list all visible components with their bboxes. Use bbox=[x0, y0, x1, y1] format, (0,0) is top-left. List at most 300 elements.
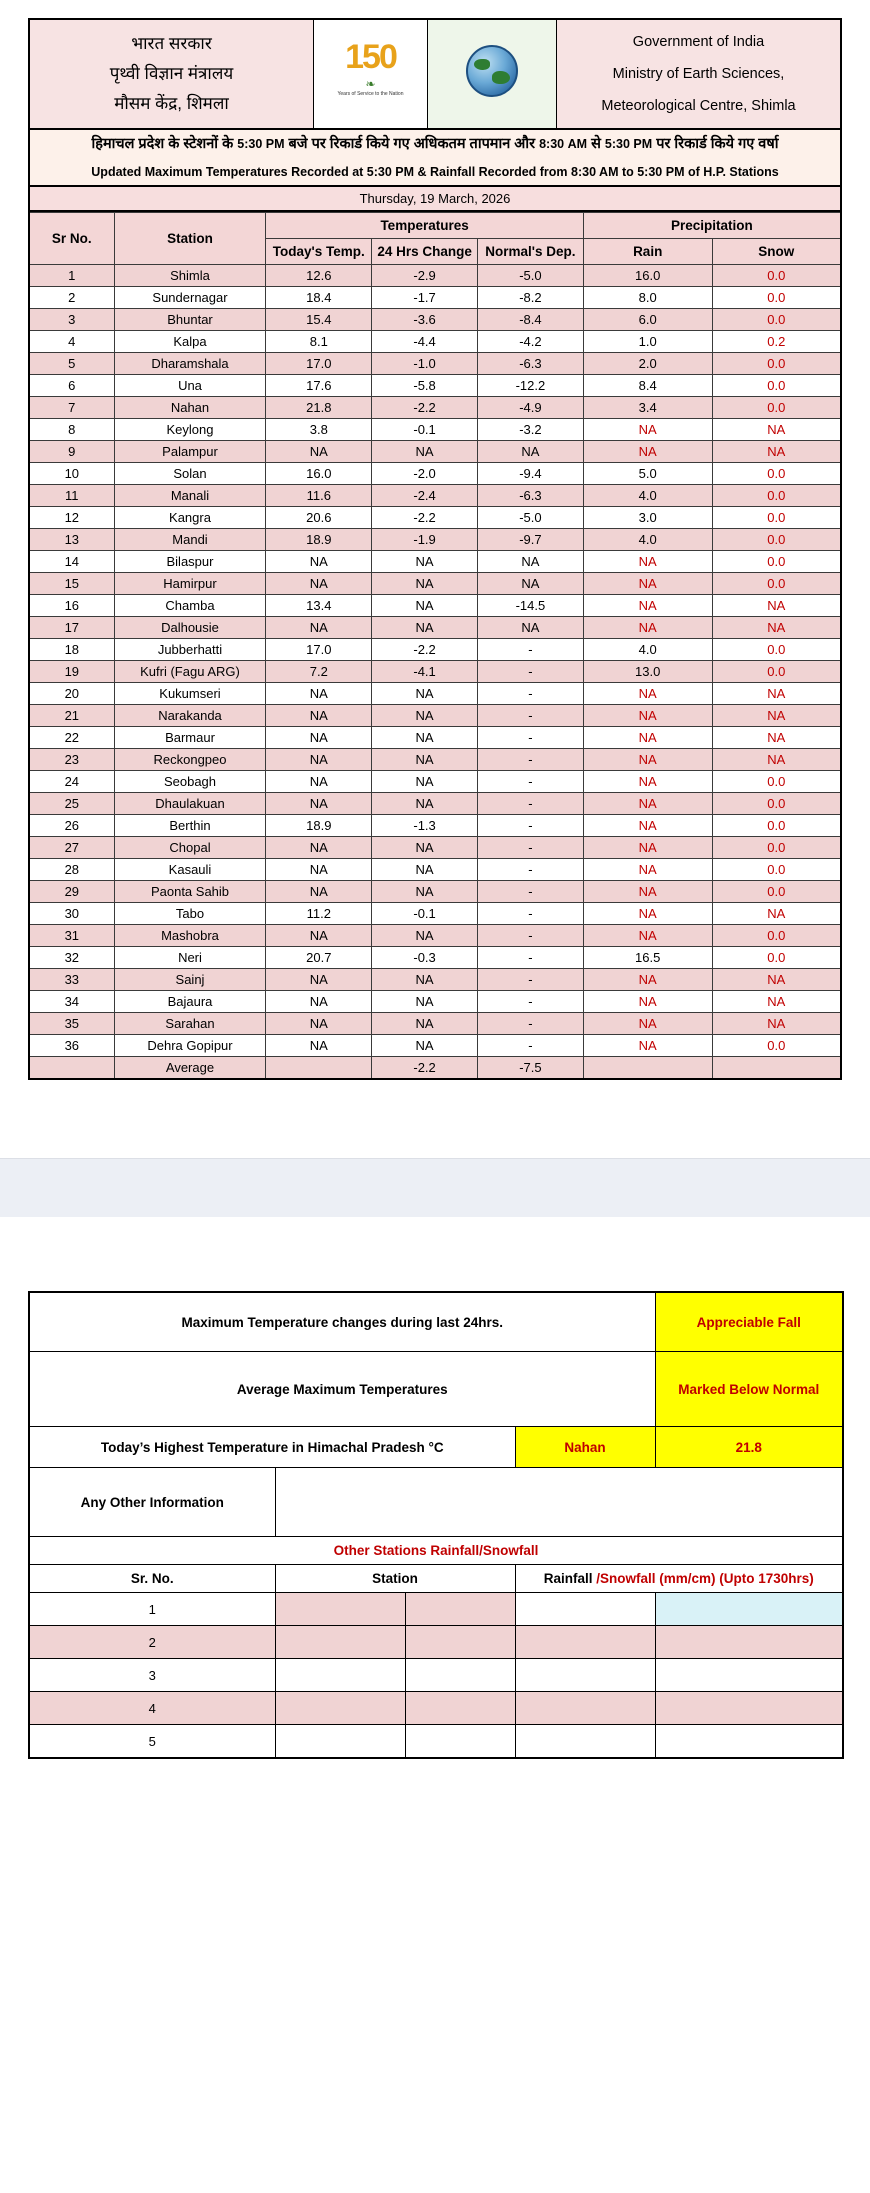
cell-normal-dep: NA bbox=[477, 551, 583, 573]
summary-row-highest bbox=[29, 1427, 843, 1468]
cell-change-24hr: NA bbox=[372, 859, 478, 881]
cell-station: Sarahan bbox=[114, 1013, 266, 1035]
other-row-rain-c[interactable] bbox=[655, 1659, 843, 1692]
emblem-cell bbox=[428, 19, 557, 129]
cell-station: Kasauli bbox=[114, 859, 266, 881]
cell-srno: 24 bbox=[29, 771, 114, 793]
cell-normal-dep: NA bbox=[477, 573, 583, 595]
cell-todays-temp: NA bbox=[266, 771, 372, 793]
cell-change-24hr: NA bbox=[372, 793, 478, 815]
cell-snow: NA bbox=[712, 969, 841, 991]
header-hindi-block bbox=[29, 19, 314, 129]
other-station-row bbox=[29, 1725, 843, 1759]
cell-change-24hr: -2.4 bbox=[372, 485, 478, 507]
cell-station: Una bbox=[114, 375, 266, 397]
other-col-rainfall-text: Rainfall bbox=[543, 1571, 597, 1586]
other-row-rain-c[interactable] bbox=[655, 1725, 843, 1759]
cell-rain: NA bbox=[583, 991, 712, 1013]
cell-station: Barmaur bbox=[114, 727, 266, 749]
other-row-srno: 4 bbox=[29, 1692, 275, 1725]
summary-other-info-label: Any Other Information bbox=[29, 1468, 275, 1537]
summary-row-average bbox=[29, 1352, 843, 1427]
title-hindi-time2: 8:30 AM bbox=[539, 137, 588, 151]
title-hindi-mid: बजे पर रिकार्ड किये गए अधिकतम तापमान और bbox=[288, 136, 536, 152]
other-row-srno: 3 bbox=[29, 1659, 275, 1692]
table-row bbox=[29, 881, 841, 903]
col-rain: Rain bbox=[583, 239, 712, 265]
cell-change-24hr: -4.1 bbox=[372, 661, 478, 683]
cell-snow: 0.0 bbox=[712, 265, 841, 287]
other-station-row bbox=[29, 1593, 843, 1626]
cell-todays-temp: 3.8 bbox=[266, 419, 372, 441]
cell-todays-temp: NA bbox=[266, 749, 372, 771]
cell-snow: NA bbox=[712, 903, 841, 925]
cell-rain: 3.0 bbox=[583, 507, 712, 529]
cell-todays-temp: NA bbox=[266, 683, 372, 705]
cell-todays-temp: 11.6 bbox=[266, 485, 372, 507]
cell-change-24hr: -3.6 bbox=[372, 309, 478, 331]
other-stations-rows bbox=[29, 1593, 843, 1759]
title-hindi bbox=[29, 130, 841, 159]
cell-srno: 34 bbox=[29, 991, 114, 1013]
cell-rain: 16.0 bbox=[583, 265, 712, 287]
table-row bbox=[29, 353, 841, 375]
cell-snow: 0.0 bbox=[712, 639, 841, 661]
cell-station: Nahan bbox=[114, 397, 266, 419]
cell-todays-temp: NA bbox=[266, 441, 372, 463]
summary-change-label: Maximum Temperature changes during last 24hrs. bbox=[29, 1292, 655, 1352]
other-row-rain-a[interactable] bbox=[405, 1593, 515, 1626]
cell-station: Neri bbox=[114, 947, 266, 969]
cell-normal-dep: - bbox=[477, 859, 583, 881]
cell-todays-temp: 21.8 bbox=[266, 397, 372, 419]
other-row-rain-b[interactable] bbox=[515, 1593, 655, 1626]
table-row bbox=[29, 1013, 841, 1035]
cell-todays-temp: 17.6 bbox=[266, 375, 372, 397]
cell-station: Dhaulakuan bbox=[114, 793, 266, 815]
cell-station: Kukumseri bbox=[114, 683, 266, 705]
cell-station: Tabo bbox=[114, 903, 266, 925]
report-date: Thursday, 19 March, 2026 bbox=[359, 191, 511, 206]
other-row-rain-a[interactable] bbox=[405, 1725, 515, 1759]
table-row bbox=[29, 727, 841, 749]
cell-srno: 27 bbox=[29, 837, 114, 859]
other-row-rain-a[interactable] bbox=[405, 1692, 515, 1725]
cell-change-24hr: -4.4 bbox=[372, 331, 478, 353]
cell-normal-dep: -9.4 bbox=[477, 463, 583, 485]
table-row bbox=[29, 991, 841, 1013]
table-row bbox=[29, 859, 841, 881]
cell-normal-dep: -8.4 bbox=[477, 309, 583, 331]
report-sheet-bottom bbox=[0, 1217, 870, 1759]
header-english-line-2: Ministry of Earth Sciences, bbox=[612, 66, 785, 82]
cell-rain: NA bbox=[583, 925, 712, 947]
cell-normal-dep: - bbox=[477, 705, 583, 727]
cell-change-24hr: NA bbox=[372, 749, 478, 771]
title-hindi-tail: पर रिकार्ड किये गए वर्षा bbox=[656, 136, 779, 152]
table-row bbox=[29, 793, 841, 815]
cell-snow: 0.0 bbox=[712, 661, 841, 683]
average-cell-0 bbox=[29, 1057, 114, 1080]
other-row-rain-b[interactable] bbox=[515, 1626, 655, 1659]
cell-normal-dep: -14.5 bbox=[477, 595, 583, 617]
imd-emblem-icon bbox=[461, 45, 523, 115]
cell-todays-temp: 12.6 bbox=[266, 265, 372, 287]
page-separator-band bbox=[0, 1158, 870, 1217]
cell-normal-dep: - bbox=[477, 969, 583, 991]
cell-change-24hr: -5.8 bbox=[372, 375, 478, 397]
cell-rain: 6.0 bbox=[583, 309, 712, 331]
cell-station: Paonta Sahib bbox=[114, 881, 266, 903]
other-stations-header-row bbox=[29, 1565, 843, 1593]
cell-rain: 16.5 bbox=[583, 947, 712, 969]
header-english-line-3: Meteorological Centre, Shimla bbox=[601, 98, 796, 114]
other-row-srno: 1 bbox=[29, 1593, 275, 1626]
cell-change-24hr: -2.0 bbox=[372, 463, 478, 485]
table-row bbox=[29, 595, 841, 617]
cell-srno: 33 bbox=[29, 969, 114, 991]
cell-snow: NA bbox=[712, 749, 841, 771]
cell-station: Solan bbox=[114, 463, 266, 485]
cell-normal-dep: -5.0 bbox=[477, 265, 583, 287]
cell-change-24hr: -0.3 bbox=[372, 947, 478, 969]
cell-snow: NA bbox=[712, 595, 841, 617]
cell-rain: NA bbox=[583, 441, 712, 463]
table-row bbox=[29, 309, 841, 331]
table-row bbox=[29, 771, 841, 793]
cell-normal-dep: - bbox=[477, 837, 583, 859]
summary-average-value: Marked Below Normal bbox=[655, 1352, 843, 1427]
cell-snow: NA bbox=[712, 683, 841, 705]
table-row bbox=[29, 265, 841, 287]
cell-todays-temp: 16.0 bbox=[266, 463, 372, 485]
cell-todays-temp: 17.0 bbox=[266, 639, 372, 661]
cell-normal-dep: -3.2 bbox=[477, 419, 583, 441]
other-row-rain-b[interactable] bbox=[515, 1692, 655, 1725]
cell-station: Kangra bbox=[114, 507, 266, 529]
cell-normal-dep: - bbox=[477, 991, 583, 1013]
table-row bbox=[29, 1035, 841, 1057]
other-station-row bbox=[29, 1659, 843, 1692]
cell-rain: NA bbox=[583, 969, 712, 991]
cell-change-24hr: NA bbox=[372, 683, 478, 705]
summary-highest-value: 21.8 bbox=[655, 1427, 843, 1468]
cell-rain: 13.0 bbox=[583, 661, 712, 683]
cell-station: Kalpa bbox=[114, 331, 266, 353]
cell-change-24hr: NA bbox=[372, 837, 478, 859]
cell-snow: 0.0 bbox=[712, 925, 841, 947]
average-cell-2 bbox=[266, 1057, 372, 1080]
table-row bbox=[29, 529, 841, 551]
cell-normal-dep: -4.2 bbox=[477, 331, 583, 353]
header-english-line-1: Government of India bbox=[632, 34, 765, 50]
col-snow: Snow bbox=[712, 239, 841, 265]
cell-todays-temp: NA bbox=[266, 573, 372, 595]
cell-normal-dep: - bbox=[477, 815, 583, 837]
cell-change-24hr: -0.1 bbox=[372, 419, 478, 441]
other-stations-title-row bbox=[29, 1537, 843, 1565]
other-row-rain-a[interactable] bbox=[405, 1626, 515, 1659]
other-row-station[interactable] bbox=[275, 1692, 405, 1725]
cell-change-24hr: NA bbox=[372, 595, 478, 617]
table-row bbox=[29, 485, 841, 507]
col-normal-dep: Normal's Dep. bbox=[477, 239, 583, 265]
cell-normal-dep: NA bbox=[477, 441, 583, 463]
table-row bbox=[29, 331, 841, 353]
group-precipitation: Precipitation bbox=[583, 213, 841, 239]
table-row bbox=[29, 397, 841, 419]
other-row-station[interactable] bbox=[275, 1593, 405, 1626]
cell-rain: 8.4 bbox=[583, 375, 712, 397]
cell-change-24hr: NA bbox=[372, 617, 478, 639]
cell-srno: 21 bbox=[29, 705, 114, 727]
cell-snow: NA bbox=[712, 419, 841, 441]
cell-station: Bajaura bbox=[114, 991, 266, 1013]
150-years-logo-icon bbox=[327, 37, 415, 111]
table-row bbox=[29, 705, 841, 727]
cell-srno: 26 bbox=[29, 815, 114, 837]
other-row-station[interactable] bbox=[275, 1725, 405, 1759]
cell-snow: NA bbox=[712, 727, 841, 749]
cell-srno: 29 bbox=[29, 881, 114, 903]
cell-srno: 1 bbox=[29, 265, 114, 287]
cell-normal-dep: - bbox=[477, 1035, 583, 1057]
title-hindi-time3: 5:30 PM bbox=[604, 137, 653, 151]
cell-todays-temp: 18.9 bbox=[266, 529, 372, 551]
cell-srno: 20 bbox=[29, 683, 114, 705]
table-row bbox=[29, 903, 841, 925]
cell-rain: 5.0 bbox=[583, 463, 712, 485]
cell-rain: 8.0 bbox=[583, 287, 712, 309]
cell-rain: NA bbox=[583, 903, 712, 925]
summary-other-info-value[interactable] bbox=[275, 1468, 843, 1537]
cell-normal-dep: - bbox=[477, 749, 583, 771]
cell-rain: NA bbox=[583, 683, 712, 705]
other-row-srno: 2 bbox=[29, 1626, 275, 1659]
cell-snow: NA bbox=[712, 1013, 841, 1035]
cell-srno: 6 bbox=[29, 375, 114, 397]
cell-station: Hamirpur bbox=[114, 573, 266, 595]
cell-change-24hr: NA bbox=[372, 969, 478, 991]
other-row-station[interactable] bbox=[275, 1626, 405, 1659]
cell-change-24hr: -1.9 bbox=[372, 529, 478, 551]
cell-normal-dep: -12.2 bbox=[477, 375, 583, 397]
cell-change-24hr: NA bbox=[372, 573, 478, 595]
cell-srno: 8 bbox=[29, 419, 114, 441]
table-row bbox=[29, 837, 841, 859]
cell-snow: 0.0 bbox=[712, 793, 841, 815]
other-col-sr-no: Sr. No. bbox=[29, 1565, 275, 1593]
table-row bbox=[29, 463, 841, 485]
cell-todays-temp: 18.4 bbox=[266, 287, 372, 309]
summary-change-value: Appreciable Fall bbox=[655, 1292, 843, 1352]
table-row bbox=[29, 969, 841, 991]
cell-todays-temp: NA bbox=[266, 617, 372, 639]
cell-normal-dep: - bbox=[477, 727, 583, 749]
cell-change-24hr: -0.1 bbox=[372, 903, 478, 925]
cell-snow: 0.0 bbox=[712, 397, 841, 419]
cell-normal-dep: NA bbox=[477, 617, 583, 639]
cell-change-24hr: NA bbox=[372, 551, 478, 573]
cell-snow: 0.0 bbox=[712, 353, 841, 375]
cell-change-24hr: NA bbox=[372, 1035, 478, 1057]
cell-change-24hr: -2.2 bbox=[372, 639, 478, 661]
table-average-row bbox=[29, 1057, 841, 1080]
cell-station: Bhuntar bbox=[114, 309, 266, 331]
cell-todays-temp: NA bbox=[266, 837, 372, 859]
cell-srno: 30 bbox=[29, 903, 114, 925]
cell-todays-temp: 18.9 bbox=[266, 815, 372, 837]
table-row bbox=[29, 573, 841, 595]
title-bar bbox=[28, 130, 842, 187]
cell-snow: 0.0 bbox=[712, 947, 841, 969]
cell-normal-dep: - bbox=[477, 771, 583, 793]
cell-snow: 0.0 bbox=[712, 771, 841, 793]
logo-number: 150 bbox=[345, 38, 396, 76]
cell-rain: NA bbox=[583, 771, 712, 793]
cell-snow: 0.0 bbox=[712, 573, 841, 595]
cell-snow: 0.0 bbox=[712, 529, 841, 551]
header-hindi-line-3: मौसम केंद्र, शिमला bbox=[114, 94, 229, 113]
cell-station: Keylong bbox=[114, 419, 266, 441]
cell-snow: 0.0 bbox=[712, 287, 841, 309]
cell-change-24hr: -1.7 bbox=[372, 287, 478, 309]
other-col-station: Station bbox=[275, 1565, 515, 1593]
table-row bbox=[29, 419, 841, 441]
cell-station: Mashobra bbox=[114, 925, 266, 947]
table-group-header-row bbox=[29, 213, 841, 239]
cell-snow: NA bbox=[712, 991, 841, 1013]
table-row bbox=[29, 551, 841, 573]
header-hindi-line-2: पृथ्वी विज्ञान मंत्रालय bbox=[109, 64, 234, 83]
other-station-row bbox=[29, 1692, 843, 1725]
average-cell-3: -2.2 bbox=[372, 1057, 478, 1080]
cell-rain: NA bbox=[583, 793, 712, 815]
table-row bbox=[29, 749, 841, 771]
cell-station: Jubberhatti bbox=[114, 639, 266, 661]
cell-todays-temp: NA bbox=[266, 969, 372, 991]
cell-rain: NA bbox=[583, 551, 712, 573]
station-rows bbox=[29, 265, 841, 1080]
cell-station: Chamba bbox=[114, 595, 266, 617]
cell-srno: 35 bbox=[29, 1013, 114, 1035]
cell-snow: 0.0 bbox=[712, 837, 841, 859]
cell-snow: 0.0 bbox=[712, 859, 841, 881]
cell-change-24hr: NA bbox=[372, 881, 478, 903]
cell-srno: 5 bbox=[29, 353, 114, 375]
table-row bbox=[29, 287, 841, 309]
cell-change-24hr: NA bbox=[372, 705, 478, 727]
cell-change-24hr: -1.0 bbox=[372, 353, 478, 375]
cell-normal-dep: - bbox=[477, 793, 583, 815]
cell-change-24hr: -2.2 bbox=[372, 507, 478, 529]
table-row bbox=[29, 683, 841, 705]
cell-station: Manali bbox=[114, 485, 266, 507]
report-date-bar bbox=[28, 187, 842, 212]
cell-snow: 0.0 bbox=[712, 815, 841, 837]
logo-caption: Years of Service to the Nation bbox=[337, 91, 404, 97]
cell-srno: 7 bbox=[29, 397, 114, 419]
cell-snow: 0.0 bbox=[712, 309, 841, 331]
other-row-rain-b[interactable] bbox=[515, 1659, 655, 1692]
cell-station: Mandi bbox=[114, 529, 266, 551]
cell-srno: 18 bbox=[29, 639, 114, 661]
other-row-rain-c[interactable] bbox=[655, 1593, 843, 1626]
col-todays-temp: Today's Temp. bbox=[266, 239, 372, 265]
cell-srno: 9 bbox=[29, 441, 114, 463]
cell-srno: 36 bbox=[29, 1035, 114, 1057]
other-row-rain-c[interactable] bbox=[655, 1626, 843, 1659]
cell-normal-dep: -4.9 bbox=[477, 397, 583, 419]
table-row bbox=[29, 639, 841, 661]
cell-rain: NA bbox=[583, 837, 712, 859]
cell-srno: 10 bbox=[29, 463, 114, 485]
average-cell-1: Average bbox=[114, 1057, 266, 1080]
anniversary-logo-cell bbox=[314, 19, 428, 129]
cell-todays-temp: 8.1 bbox=[266, 331, 372, 353]
title-hindi-mid2: से bbox=[591, 136, 601, 152]
cell-todays-temp: NA bbox=[266, 991, 372, 1013]
col-sr-no: Sr No. bbox=[29, 213, 114, 265]
cell-todays-temp: 20.7 bbox=[266, 947, 372, 969]
cell-rain: 2.0 bbox=[583, 353, 712, 375]
table-row bbox=[29, 507, 841, 529]
cell-rain: NA bbox=[583, 617, 712, 639]
cell-normal-dep: - bbox=[477, 925, 583, 947]
cell-srno: 12 bbox=[29, 507, 114, 529]
other-row-station[interactable] bbox=[275, 1659, 405, 1692]
cell-todays-temp: NA bbox=[266, 551, 372, 573]
cell-rain: NA bbox=[583, 815, 712, 837]
page-gap-bottom bbox=[28, 1235, 842, 1287]
cell-rain: NA bbox=[583, 1035, 712, 1057]
cell-change-24hr: NA bbox=[372, 925, 478, 947]
cell-todays-temp: NA bbox=[266, 925, 372, 947]
cell-srno: 25 bbox=[29, 793, 114, 815]
summary-row-other-info bbox=[29, 1468, 843, 1537]
cell-snow: 0.0 bbox=[712, 1035, 841, 1057]
cell-rain: 4.0 bbox=[583, 529, 712, 551]
table-row bbox=[29, 925, 841, 947]
cell-rain: NA bbox=[583, 749, 712, 771]
cell-rain: NA bbox=[583, 595, 712, 617]
cell-normal-dep: -8.2 bbox=[477, 287, 583, 309]
document-header bbox=[28, 18, 842, 130]
other-row-rain-a[interactable] bbox=[405, 1659, 515, 1692]
cell-snow: NA bbox=[712, 617, 841, 639]
cell-normal-dep: -6.3 bbox=[477, 353, 583, 375]
table-row bbox=[29, 375, 841, 397]
cell-change-24hr: NA bbox=[372, 727, 478, 749]
cell-srno: 4 bbox=[29, 331, 114, 353]
cell-srno: 3 bbox=[29, 309, 114, 331]
other-row-rain-c[interactable] bbox=[655, 1692, 843, 1725]
cell-rain: NA bbox=[583, 705, 712, 727]
cell-station: Berthin bbox=[114, 815, 266, 837]
cell-station: Sainj bbox=[114, 969, 266, 991]
cell-station: Bilaspur bbox=[114, 551, 266, 573]
cell-rain: NA bbox=[583, 727, 712, 749]
cell-todays-temp: 20.6 bbox=[266, 507, 372, 529]
cell-srno: 11 bbox=[29, 485, 114, 507]
cell-snow: 0.2 bbox=[712, 331, 841, 353]
other-row-rain-b[interactable] bbox=[515, 1725, 655, 1759]
other-col-snowfall-text: /Snowfall bbox=[596, 1571, 660, 1586]
cell-rain: 3.4 bbox=[583, 397, 712, 419]
cell-normal-dep: - bbox=[477, 903, 583, 925]
cell-station: Reckongpeo bbox=[114, 749, 266, 771]
table-row bbox=[29, 947, 841, 969]
